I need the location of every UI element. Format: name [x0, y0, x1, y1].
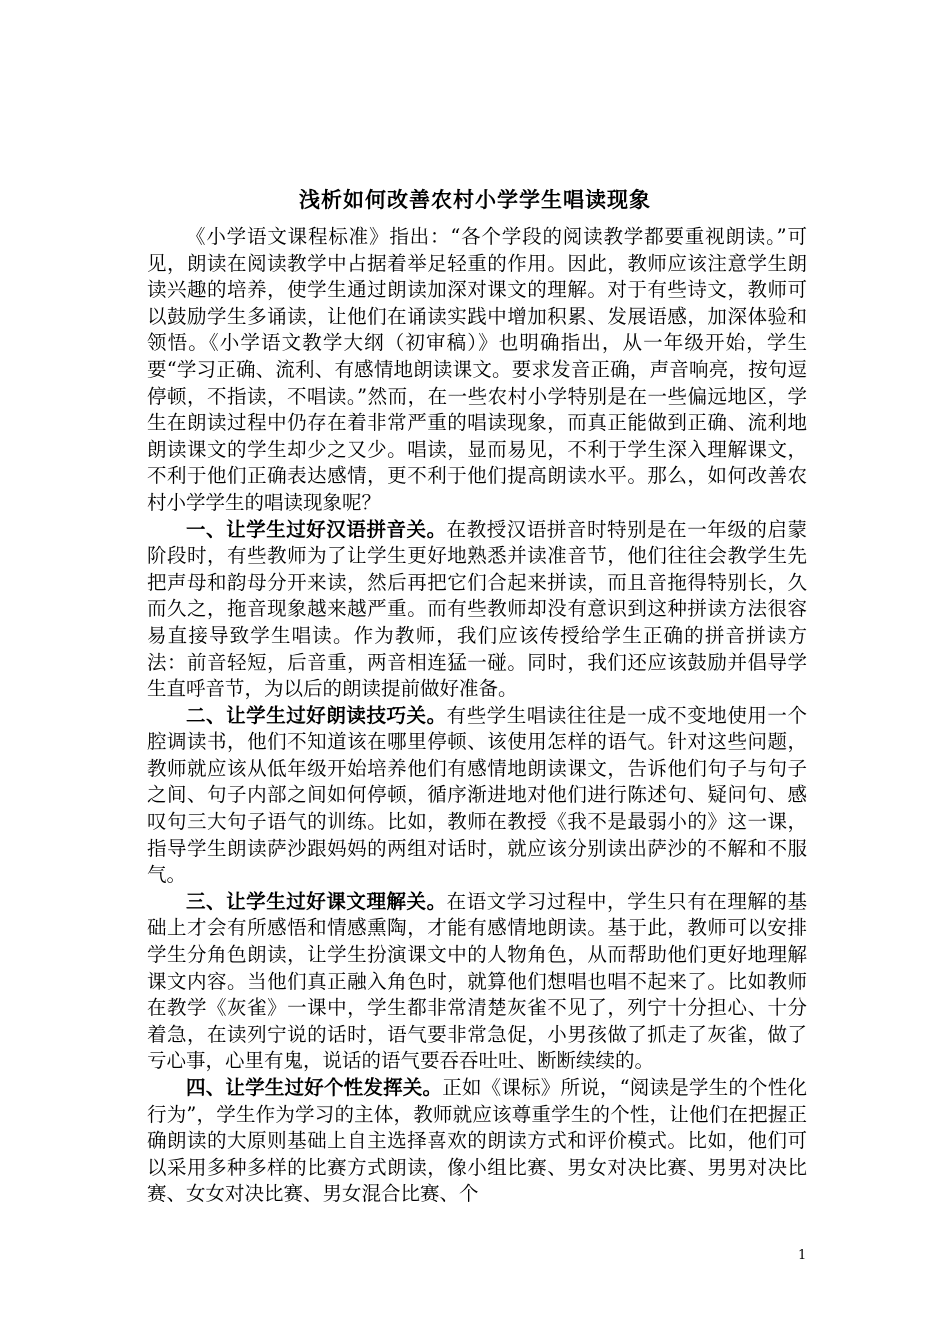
paragraph-text: 在语文学习过程中，学生只有在理解的基础上才会有所感悟和情感熏陶，才能有感情地朗读。基于此，教师可以安排学生分角色朗读，让学生扮演课文中的人物角色，从而帮助他们更好地理解课文内容。当他们真正融入角色时，就算他们想唱也唱不起来了。比如教师在教学《灰雀》一课中，学生都非常清楚灰雀不见了，列宁十分担心、十分着急，在读列宁说的话时，语气要非常急促，小男孩做了抓走了灰雀，做了亏心事，心里有鬼，说话的语气要吞吞吐吐、断断续续的。 — [147, 889, 807, 1073]
document-title: 浅析如何改善农村小学学生唱读现象 — [299, 187, 651, 212]
section-heading: 二、让学生过好朗读技巧关。 — [186, 703, 447, 727]
section-heading: 一、让学生过好汉语拼音关。 — [186, 517, 447, 541]
paragraph-section-1 — [147, 517, 807, 703]
document-body — [147, 224, 807, 1208]
paragraph-intro — [147, 224, 807, 517]
paragraph-text: 有些学生唱读往往是一成不变地使用一个腔调读书，他们不知道该在哪里停顿、该使用怎样的语气。针对这些问题，教师就应该从低年级开始培养他们有感情地朗读课文，告诉他们句子与句子之间、句子内部之间如何停顿，循序渐进地对他们进行陈述句、疑问句、感叹句三大句子语气的训练。比如，教师在教授《我不是最弱小的》这一课，指导学生朗读萨沙跟妈妈的两组对话时，就应该分别读出萨沙的不解和不服气。 — [147, 703, 807, 887]
paragraph-text: 《小学语文课程标准》指出：“各个学段的阅读教学都要重视朗读。”可见，朗读在阅读教学中占据着举足轻重的作用。因此，教师应该注意学生朗读兴趣的培养，使学生通过朗读加深对课文的理解。对于有些诗文，教师可以鼓励学生多诵读，让他们在诵读实践中增加积累、发展语感，加深体验和领悟。《小学语文教学大纲（初审稿）》也明确指出，从一年级开始，学生要“学习正确、流利、有感情地朗读课文。要求发音正确，声音响亮，按句逗停顿，不指读，不唱读。”然而，在一些农村小学特别是在一些偏远地区，学生在朗读过程中仍存在着非常严重的唱读现象，而真正能做到正确、流利地朗读课文的学生却少之又少。唱读，显而易见，不利于学生深入理解课文，不利于他们正确表达感情，更不利于他们提高朗读水平。那么，如何改善农村小学学生的唱读现象呢？ — [147, 225, 807, 514]
paragraph-section-3 — [147, 889, 807, 1075]
page-number: 1 — [798, 1248, 807, 1263]
paragraph-text: 正如《课标》所说，“阅读是学生的个性化行为”，学生作为学习的主体，教师就应该尊重学生的个性，让他们在把握正确朗读的大原则基础上自主选择喜欢的朗读方式和评价模式。比如，他们可以采用多种多样的比赛方式朗读，像小组比赛、男女对决比赛、男男对决比赛、女女对决比赛、男女混合比赛、个 — [147, 1076, 807, 1206]
section-heading: 三、让学生过好课文理解关。 — [186, 889, 447, 913]
paragraph-text: 在教授汉语拼音时特别是在一年级的启蒙阶段时，有些教师为了让学生更好地熟悉并读准音节，他们往往会教学生先把声母和韵母分开来读，然后再把它们合起来拼读，而且音拖得特别长，久而久之，拖音现象越来越严重。而有些教师却没有意识到这种拼读方法很容易直接导致学生唱读。作为教师，我们应该传授给学生正确的拼音拼读方法：前音轻短，后音重，两音相连猛一碰。同时，我们还应该鼓励并倡导学生直呼音节，为以后的朗读提前做好准备。 — [147, 517, 807, 701]
paragraph-section-2 — [147, 703, 807, 889]
paragraph-section-4 — [147, 1075, 807, 1208]
section-heading: 四、让学生过好个性发挥关。 — [186, 1076, 443, 1099]
